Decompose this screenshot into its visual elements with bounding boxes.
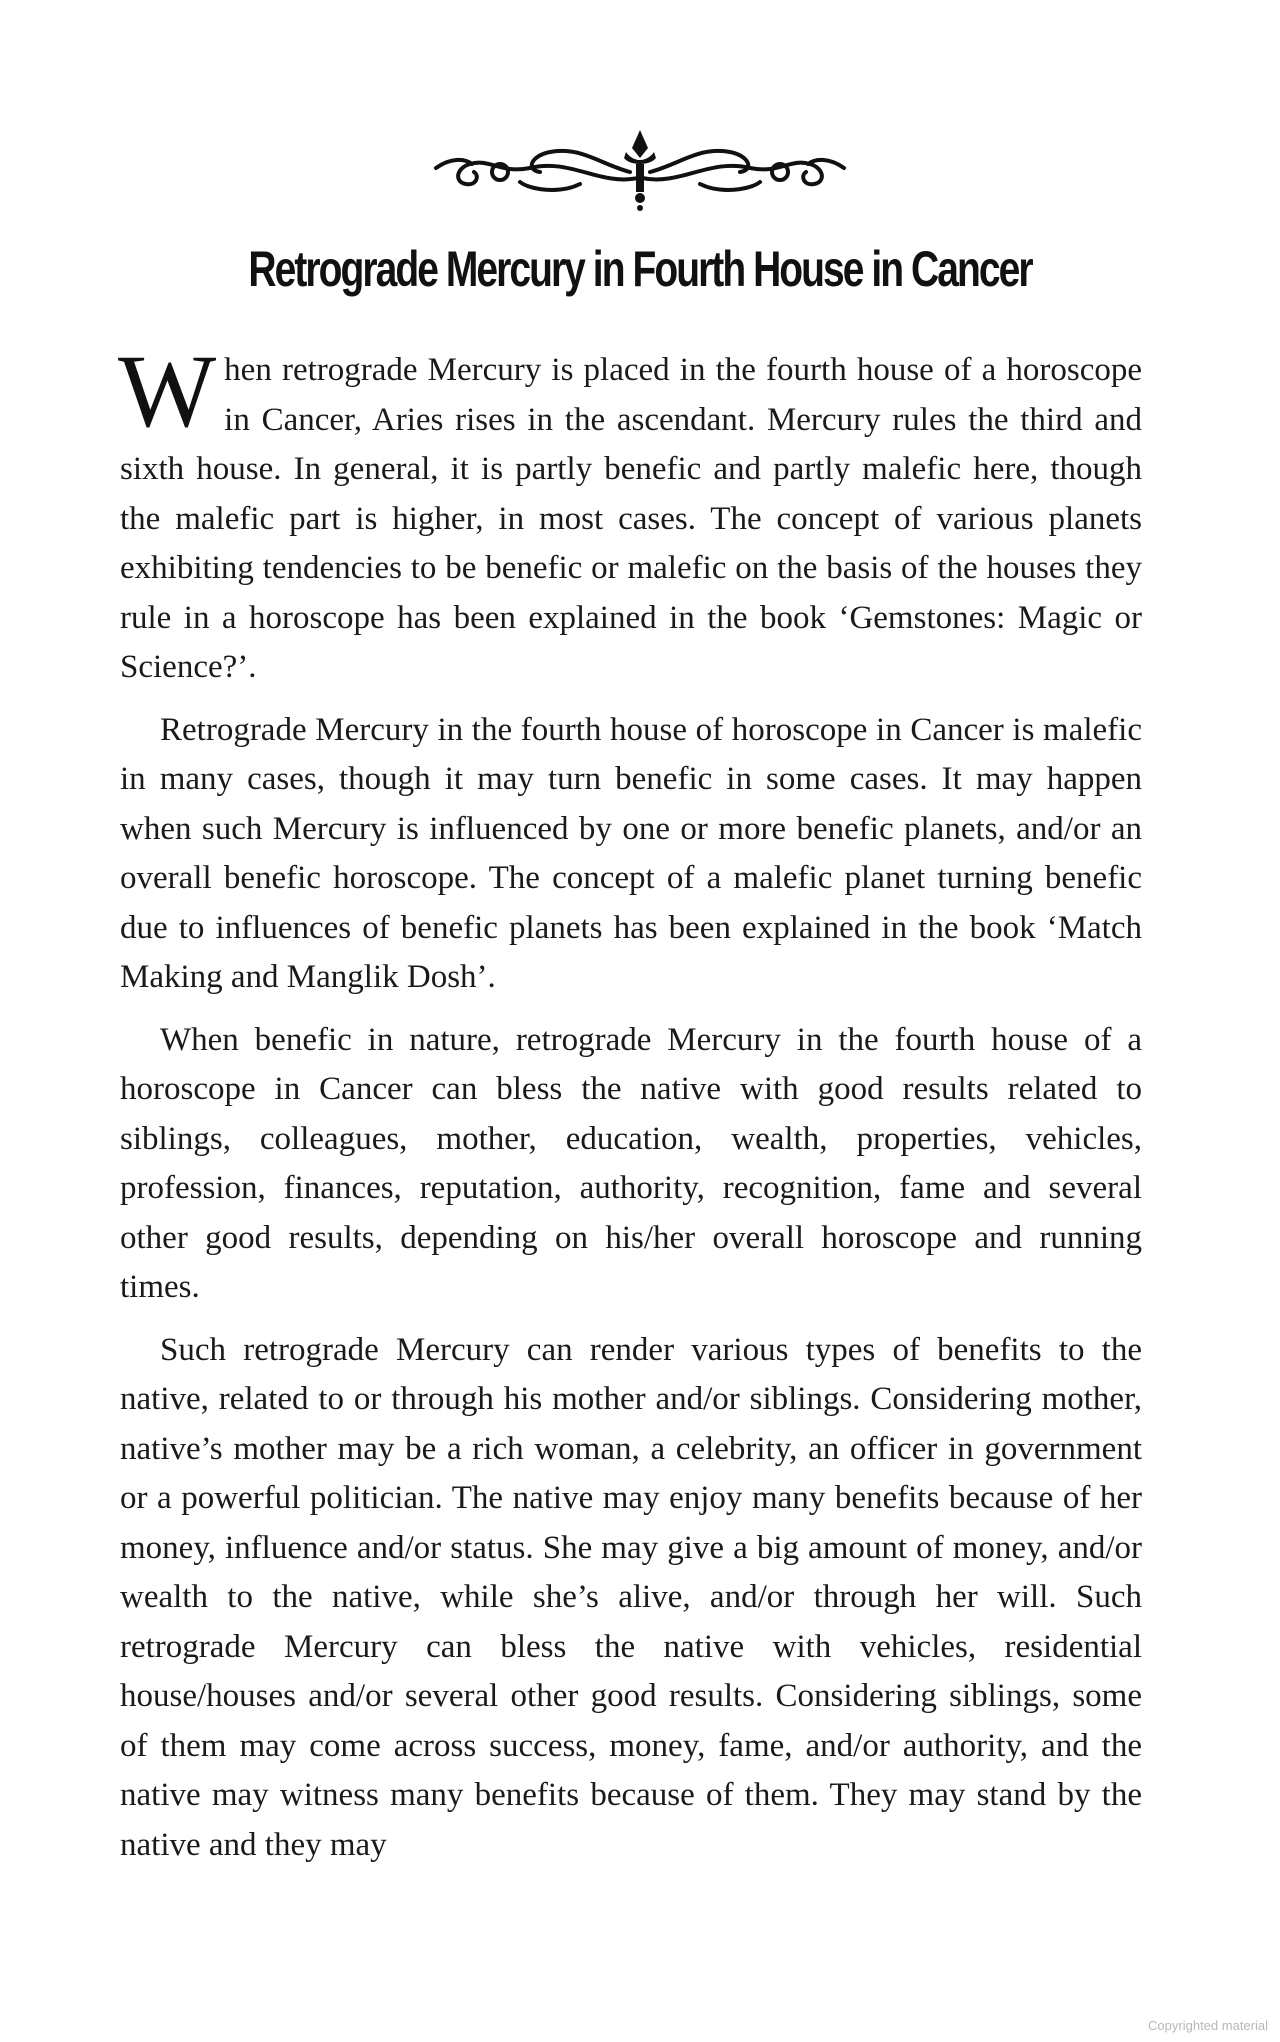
paragraph: Retrograde Mercury in the fourth house of horoscope in Cancer is malefic in many cases, though it may turn benefic in some cases. It may happen when such Mercury is influenced by one or more benefic planets, and/or an overall benefic horoscope. The concept of a malefic planet turning benefic due to influences of benefic planets has been explained in the book ‘Match Making and Manglik Dosh’. [120,711,1142,995]
paragraph-text: hen retrograde Mercury is placed in the fourth house of a horoscope in Cancer, Aries rises in the ascendant. Mercury rules the third and sixth house. In general, it is partly benefic and partly malefic here, though the malefic part is higher, in most cases. The concept of various planets exhibiting tendencies to be benefic or malefic on the basis of the houses they rule in a horoscope has been explained in the book ‘Gemstones: Magic or Science?’. [120,352,1142,685]
paragraph [118,334,1142,693]
paragraph: Such retrograde Mercury can render various types of benefits to the native, related to or through his mother and/or siblings. Considering mother, native’s mother may be a rich woman, a celebrity, an officer in government or a powerful politician. The native may enjoy many benefits because of her money, influence and/or status. She may give a big amount of money, and/or wealth to the native, while she’s alive, and/or through her will. Such retrograde Mercury can bless the native with vehicles, residential house/houses and/or several other good results. Considering siblings, some of them may come across success, money, fame, and/or authority, and the native may witness many benefits because of them. They may stand by the native and they may [120,1331,1142,1863]
body-text [118,334,1142,1883]
copyright-watermark: Copyrighted material [1148,2018,1268,2033]
decorative-flourish-icon [430,128,850,212]
page-title: Retrograde Mercury in Fourth House in Cancer [248,241,1032,297]
drop-cap: W [118,334,217,449]
paragraph: When benefic in nature, retrograde Mercury in the fourth house of a horoscope in Cancer can bless the native with good results related to siblings, colleagues, mother, education, wealth, properties, vehicles, profession, finances, reputation, authority, recognition, fame and several other good results, depending on his/her overall horoscope and running times. [120,1021,1142,1305]
